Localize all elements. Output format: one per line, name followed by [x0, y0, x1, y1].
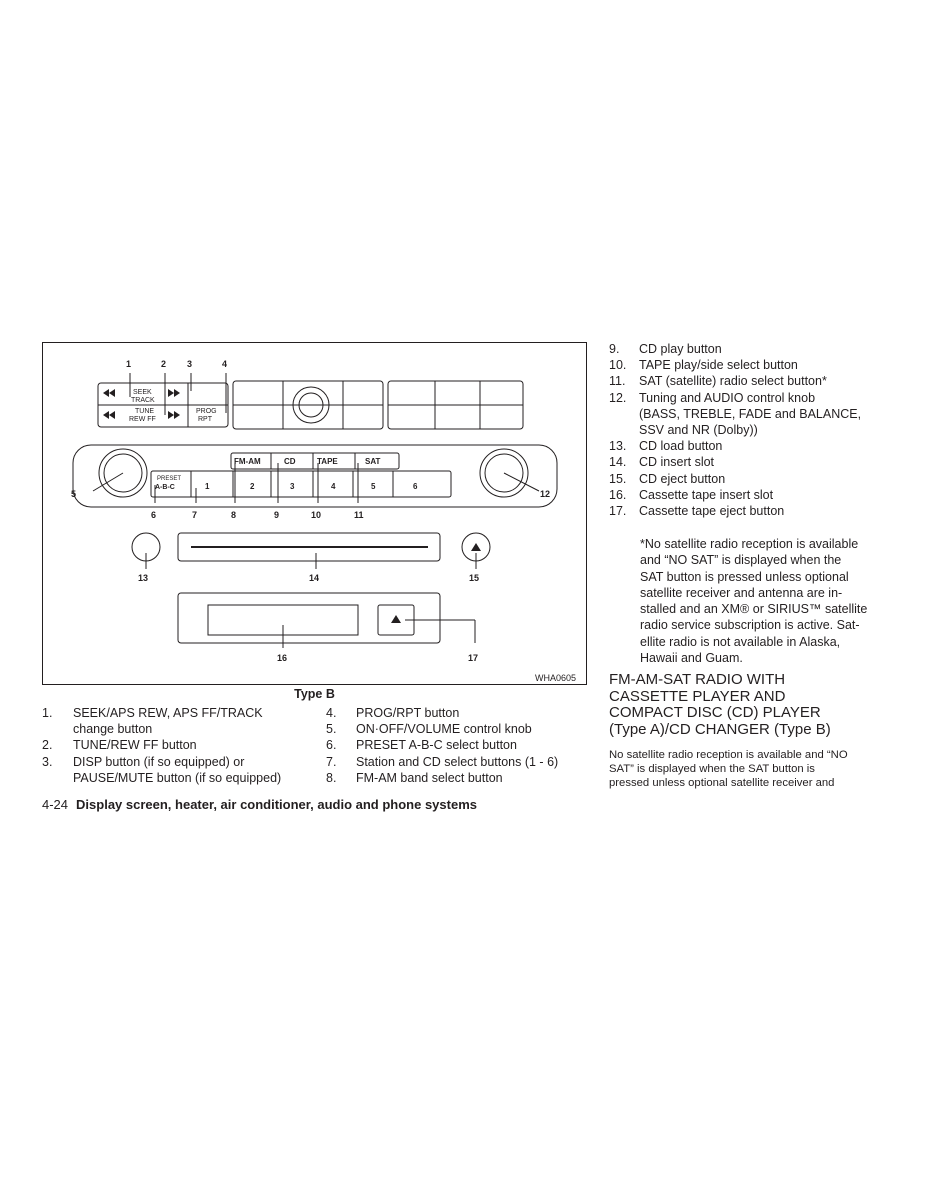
callout-15: 15	[469, 573, 480, 583]
callout-13: 13	[138, 573, 149, 583]
callout-10: 10	[311, 510, 322, 520]
list-item: 17. Cassette tape eject button	[609, 504, 785, 519]
list-item: 16. Cassette tape insert slot	[609, 487, 774, 502]
station-btn-5: 5	[371, 482, 376, 491]
label-abc: A-B-C	[155, 484, 175, 491]
label-seek: SEEK	[133, 389, 152, 396]
list-item: 11. SAT (satellite) radio select button*	[609, 374, 827, 389]
callout-11: 11	[354, 510, 364, 520]
callout-14: 14	[309, 573, 320, 583]
list-item: 8. FM-AM band select button	[326, 770, 503, 785]
list-item: 2. TUNE/REW FF button	[42, 738, 197, 753]
section-body: No satellite radio reception is available and “NO SAT” is displayed when the SAT button is pressed unless optional satellite receiver and	[609, 749, 848, 789]
list-item: 15. CD eject button	[609, 471, 726, 486]
station-btn-6: 6	[413, 482, 418, 491]
callout-9: 9	[274, 510, 280, 520]
callout-2: 2	[161, 359, 167, 369]
label-sat: SAT	[365, 457, 381, 466]
figure-caption: Type B	[294, 687, 335, 701]
callout-6: 6	[151, 510, 157, 520]
callout-7: 7	[192, 510, 198, 520]
callout-12: 12	[540, 489, 551, 499]
label-tape: TAPE	[317, 457, 338, 466]
callout-8: 8	[231, 510, 237, 520]
callout-5: 5	[71, 489, 77, 499]
fast-forward-icon	[168, 411, 180, 419]
list-item: 13. CD load button	[609, 439, 723, 454]
label-tune: TUNE	[135, 408, 155, 415]
list-item: 9. CD play button	[609, 342, 722, 356]
radio-diagram-figure	[42, 342, 587, 685]
label-prog: PROG	[196, 408, 217, 415]
list-item: 10. TAPE play/side select button	[609, 358, 798, 373]
station-btn-1: 1	[205, 482, 210, 491]
list-item: 3. DISP button (if so equipped) or PAUSE/MUTE button (if so equipped)	[42, 754, 282, 785]
right-list	[609, 341, 881, 519]
list-item: 12. Tuning and AUDIO control knob (BASS, TREBLE, FADE and BALANCE, SSV and NR (Dolby))	[609, 390, 862, 438]
seek-back-icon	[103, 389, 115, 397]
label-track: TRACK	[131, 397, 155, 404]
callout-16: 16	[277, 653, 288, 663]
list-item: 6. PRESET A-B-C select button	[326, 738, 517, 753]
callout-3: 3	[187, 359, 193, 369]
label-fm-am: FM-AM	[234, 457, 261, 466]
chapter-title: Display screen, heater, air conditioner, audio and phone systems	[76, 797, 477, 812]
figure-code: WHA0605	[535, 673, 577, 683]
middle-list	[326, 705, 588, 786]
section-heading: FM-AM-SAT RADIO WITH CASSETTE PLAYER AND COMPACT DISC (CD) PLAYER (Type A)/CD CHANGER (Type B)	[609, 671, 831, 738]
label-rpt: RPT	[198, 416, 212, 423]
cassette-eject-icon	[391, 615, 401, 623]
label-cd: CD	[284, 457, 296, 466]
satellite-note: *No satellite radio reception is available and “NO SAT” is displayed when the SAT button is pressed unless optional satellite receiver and antenna are in- stalled and an XM® or SIRIUS™ satellite radio service subscription is active. Sat- ellite radio is not available in Alaska, Hawaii and Guam.	[640, 537, 868, 666]
faceplate	[73, 445, 557, 507]
rewind-icon	[103, 411, 115, 419]
page-footer	[42, 797, 477, 812]
callout-4: 4	[222, 359, 228, 369]
list-item: 7. Station and CD select buttons (1 - 6)	[326, 754, 559, 769]
page-number: 4-24	[42, 797, 69, 812]
list-item: 14. CD insert slot	[609, 455, 715, 470]
cd-eject-icon	[471, 543, 481, 551]
list-item: 5. ON·OFF/VOLUME control knob	[326, 722, 532, 737]
label-rew-ff: REW FF	[129, 416, 156, 423]
station-btn-2: 2	[250, 482, 255, 491]
callout-1: 1	[126, 359, 132, 369]
radio-diagram	[43, 343, 588, 686]
list-item: 4. PROG/RPT button	[326, 706, 460, 720]
label-preset: PRESET	[157, 476, 182, 482]
callout-17: 17	[468, 653, 479, 663]
list-item: 1. SEEK/APS REW, APS FF/TRACK change button	[42, 706, 263, 737]
station-btn-4: 4	[331, 482, 336, 491]
seek-forward-icon	[168, 389, 180, 397]
left-list	[42, 705, 304, 786]
station-btn-3: 3	[290, 482, 295, 491]
